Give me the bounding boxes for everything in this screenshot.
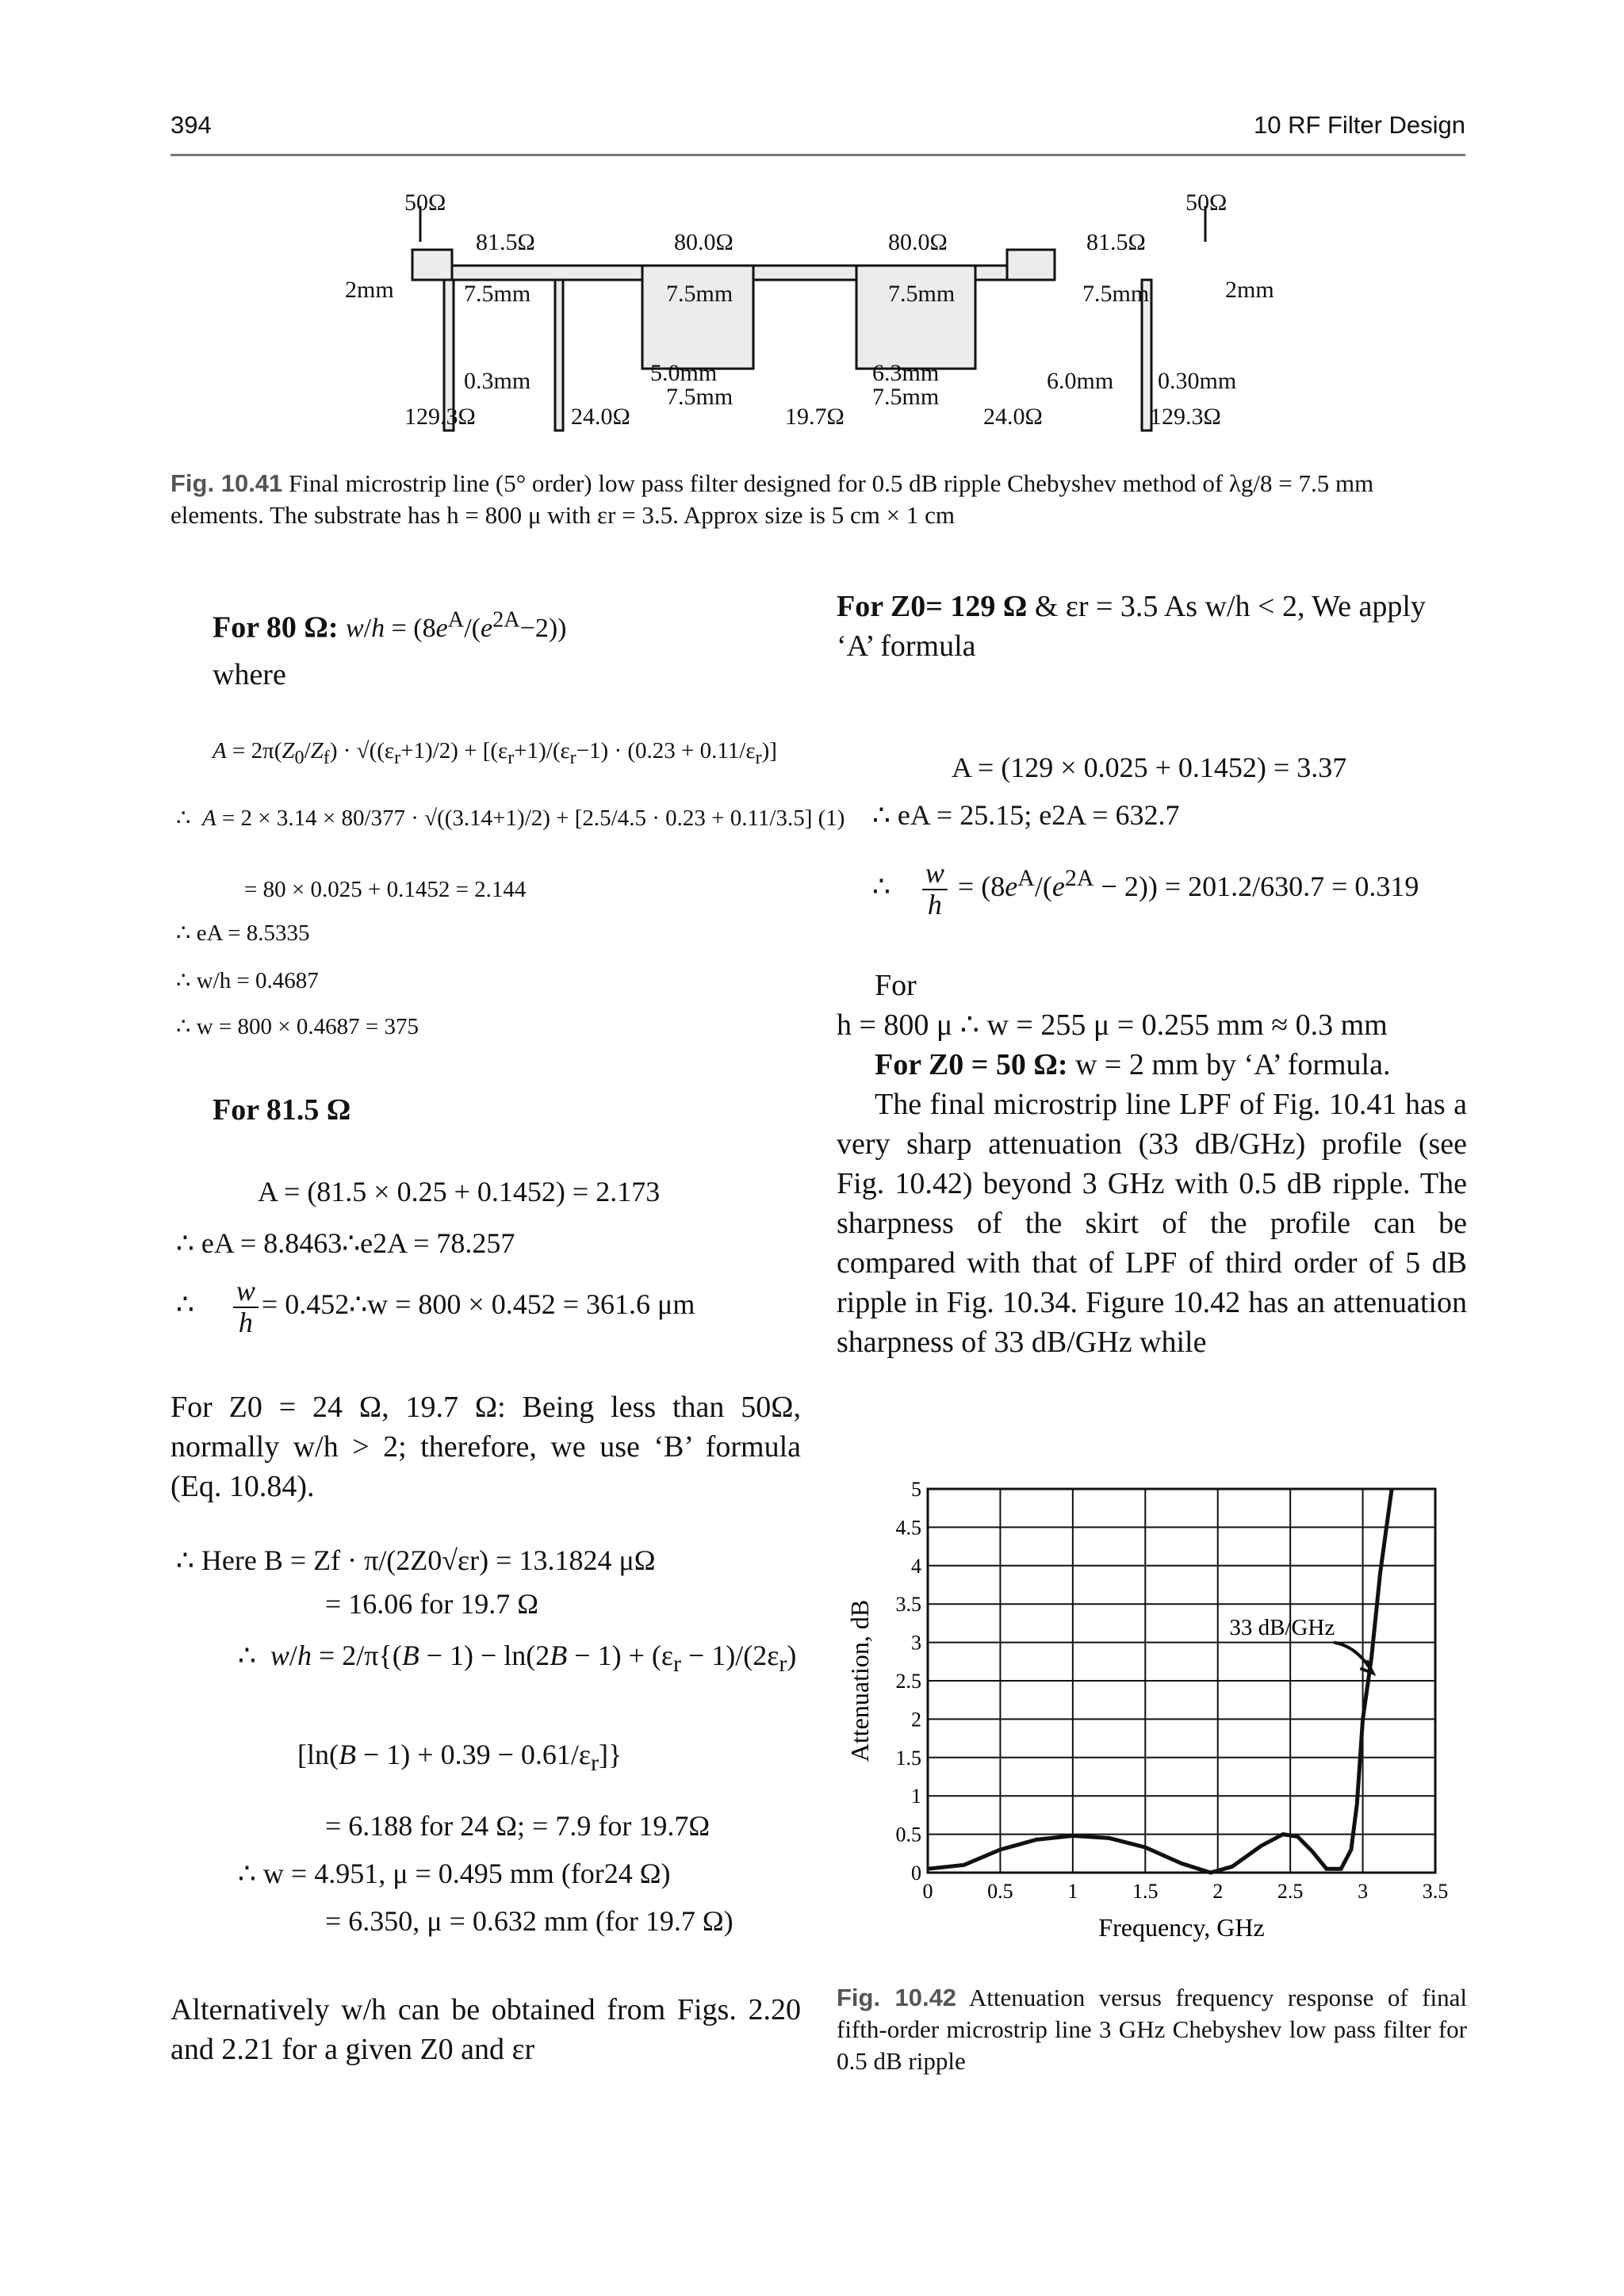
eq-line: ∴ w = 800 × 0.4687 = 375: [176, 1014, 419, 1039]
impedance-label: 80.0Ω: [674, 229, 733, 255]
x-tick-labels: [923, 1880, 1449, 1903]
x-tick-label: 1: [1067, 1880, 1078, 1903]
for-z0-50-line: [875, 1045, 1390, 1085]
width-label: 6.3mm: [872, 360, 940, 386]
port-right: [1007, 250, 1055, 280]
page-number: 394: [170, 111, 212, 139]
x-tick-label: 0.5: [987, 1880, 1013, 1903]
impedance-label: 129.3Ω: [404, 404, 476, 430]
port-label-left: 50Ω: [404, 189, 446, 216]
length-label: 7.5mm: [872, 384, 940, 410]
eq-line: ∴ eA = 8.8463∴e2A = 78.257: [176, 1227, 515, 1259]
impedance-label: 81.5Ω: [1086, 229, 1146, 255]
equation-tag: (1): [818, 806, 845, 831]
y-tick-label: 4: [911, 1554, 921, 1578]
eq-fraction-line: ∴ $\frac{w}{h}$ = $(8e^A/(e^{2A} - 2)) = 201.2/630.7 = 0.319$: [872, 856, 1419, 920]
for-line: For: [875, 969, 917, 1002]
slope-annotation: 33 dB/GHz: [1229, 1614, 1335, 1640]
y-tick-label: 3: [911, 1631, 921, 1655]
length-label: 7.5mm: [666, 384, 733, 410]
for-80-line: For 80 Ω: $w/h = (8e^A/(e^{2A}-2))$: [213, 608, 567, 645]
eq-line: ∴ Here B = Zf · π/(2Z0√εr) = 13.1824 μΩ: [176, 1544, 656, 1576]
for-z0-129-text: & εr = 3.5 As w/h < 2, We apply ‘A’ formula: [837, 590, 1426, 663]
impedance-label: 129.3Ω: [1150, 404, 1221, 430]
x-tick-label: 3: [1358, 1880, 1369, 1903]
impedance-label: 24.0Ω: [983, 404, 1043, 430]
narrow-line-2: [555, 280, 563, 430]
caption-text: Attenuation versus frequency response of final fifth-order microstrip line 3 GHz Chebyshev low pass filter for 0.5 dB ripple: [837, 1984, 1467, 2075]
impedance-label: 81.5Ω: [476, 229, 535, 255]
eq-b-formula: ∴ $w/h = 2/\pi\{(B - 1) - \ln(2B - 1) + (\varepsilon_r - 1)/(2\varepsilon_r)$: [238, 1640, 797, 1678]
caption-label: Fig. 10.41: [170, 469, 283, 497]
figure-10-41-caption: [170, 468, 1471, 531]
for-z0-50-label: For Z0 = 50 Ω:: [875, 1048, 1068, 1081]
width-label: 5.0mm: [650, 360, 718, 386]
caption-label: Fig. 10.42: [837, 1984, 957, 2011]
eq-a-numeric: ∴ A = 2 × 3.14 × 80/377 · √((3.14+1)/2) + [2.5/4.5 · 0.23 + 0.11/3.5] (1): [176, 806, 845, 831]
h-w-line: h = 800 μ ∴ w = 255 μ = 0.255 mm ≈ 0.3 mm: [837, 1008, 1388, 1042]
y-tick-label: 1: [911, 1785, 921, 1808]
for-z0-50-text: w = 2 mm by ‘A’ formula.: [1074, 1048, 1391, 1081]
y-tick-label: 3.5: [895, 1593, 921, 1617]
x-tick-label: 3.5: [1422, 1880, 1449, 1903]
eq-line: ∴ eA = 8.5335: [176, 920, 310, 946]
eq-a-general: $A = 2\pi(Z_0/Z_f) \cdot √((\varepsilon_r+1)/2) + [(\varepsilon_r+1)/(\varepsilon_r-1) \cdot (0.23 + 0.11/\varepsilon_r)]$: [213, 738, 777, 768]
eq-line: = 80 × 0.025 + 0.1452 = 2.144: [244, 877, 527, 902]
y-tick-label: 5: [911, 1478, 921, 1501]
eq-line: ∴ w = 4.951, μ = 0.495 mm (for24 Ω): [238, 1858, 671, 1889]
eq-line: = 201.2/630.7 = 0.319: [1164, 871, 1419, 902]
width-label: 0.3mm: [464, 368, 531, 394]
eq-line: = 6.188 for 24 Ω; = 7.9 for 19.7Ω: [325, 1810, 710, 1842]
microstrip-filter-diagram: [333, 186, 1285, 432]
width-label: 0.30mm: [1158, 368, 1237, 394]
x-tick-label: 2: [1212, 1880, 1224, 1903]
for-80-label: For 80 Ω:: [213, 610, 339, 645]
x-axis-label: Frequency, GHz: [1098, 1913, 1265, 1942]
eq-fraction-line: ∴ $\frac{w}{h}$ = 0.452∴w = 800 × 0.452 = 361.6 μm: [176, 1275, 695, 1338]
y-axis-label: Attenuation, dB: [845, 1599, 874, 1762]
impedance-label: 19.7Ω: [785, 404, 845, 430]
eq-b-formula-cont: $[\ln(B - 1) + 0.39 - 0.61/\varepsilon_r]$}: [297, 1739, 622, 1777]
eq-line: = 6.350, μ = 0.632 mm (for 19.7 Ω): [325, 1905, 733, 1937]
impedance-label: 24.0Ω: [571, 404, 630, 430]
width-label: 6.0mm: [1047, 368, 1114, 394]
width-label: 2mm: [345, 277, 394, 303]
line-right: [975, 266, 1007, 280]
eq-line: A = (81.5 × 0.25 + 0.1452) = 2.173: [258, 1176, 661, 1207]
y-tick-labels: [896, 1478, 922, 1885]
para-z0-24: For Z0 = 24 Ω, 19.7 Ω: Being less than 50Ω, normally w/h > 2; therefore, we use ‘B’ formula (Eq. 10.84).: [170, 1391, 801, 1503]
length-label: 7.5mm: [464, 281, 531, 307]
y-tick-label: 4.5: [895, 1516, 921, 1540]
x-tick-label: 0: [922, 1880, 933, 1903]
for-z0-129-para: [837, 587, 1467, 666]
figure-10-42-caption: [837, 1982, 1467, 2077]
port-label-right: 50Ω: [1185, 189, 1228, 216]
para-final-lpf: The final microstrip line LPF of Fig. 10.41 has a very sharp attenuation (33 dB/GHz) profile (see Fig. 10.42) beyond 3 GHz with 0.5 dB ripple. The sharpness of the skirt of the profile can be compared with that of LPF of third order of 5 dB ripple in Fig. 10.34. Figure 10.42 has an attenuation sharpness of 33 dB/GHz while: [837, 1088, 1467, 1359]
y-tick-label: 1.5: [895, 1746, 921, 1770]
eq-line: = 16.06 for 19.7 Ω: [325, 1588, 539, 1620]
x-tick-label: 1.5: [1132, 1880, 1159, 1903]
caption-text: Final microstrip line (5° order) low pass filter designed for 0.5 dB ripple Chebyshev method of λg/8 = 7.5 mm elements. The substrate has h = 800 μ with εr = 3.5. Approx size is 5 cm × 1 cm: [170, 469, 1374, 529]
y-tick-label: 0: [911, 1862, 921, 1885]
eq-line: ∴ eA = 25.15; e2A = 632.7: [872, 799, 1180, 831]
length-label: 7.5mm: [1082, 281, 1150, 307]
eq-line: = 0.452∴w = 800 × 0.452 = 361.6 μm: [261, 1288, 695, 1321]
para-alternatively: Alternatively w/h can be obtained from Figs. 2.20 and 2.21 for a given Z0 and εr: [170, 1993, 801, 2066]
x-tick-label: 2.5: [1277, 1880, 1304, 1903]
y-tick-label: 2: [911, 1708, 921, 1732]
width-label: 2mm: [1225, 277, 1274, 303]
length-label: 7.5mm: [666, 281, 733, 307]
eq-line: A = (129 × 0.025 + 0.1452) = 3.37: [952, 752, 1347, 783]
attenuation-chart: [837, 1475, 1471, 1966]
impedance-label: 80.0Ω: [888, 229, 948, 255]
y-tick-label: 2.5: [895, 1670, 921, 1693]
port-left: [412, 250, 452, 280]
y-tick-label: 0.5: [895, 1823, 921, 1846]
for-81-5-heading: For 81.5 Ω: [213, 1093, 351, 1127]
header-rule: [170, 154, 1465, 156]
length-label: 7.5mm: [888, 281, 956, 307]
for-z0-129-label: For Z0= 129 Ω: [837, 590, 1028, 623]
eq-line: ∴ w/h = 0.4687: [176, 968, 319, 993]
annotation-arrow: [1334, 1643, 1373, 1674]
chart-grid: [928, 1489, 1435, 1873]
where-label: where: [213, 658, 286, 691]
chapter-title: 10 RF Filter Design: [1253, 111, 1465, 139]
